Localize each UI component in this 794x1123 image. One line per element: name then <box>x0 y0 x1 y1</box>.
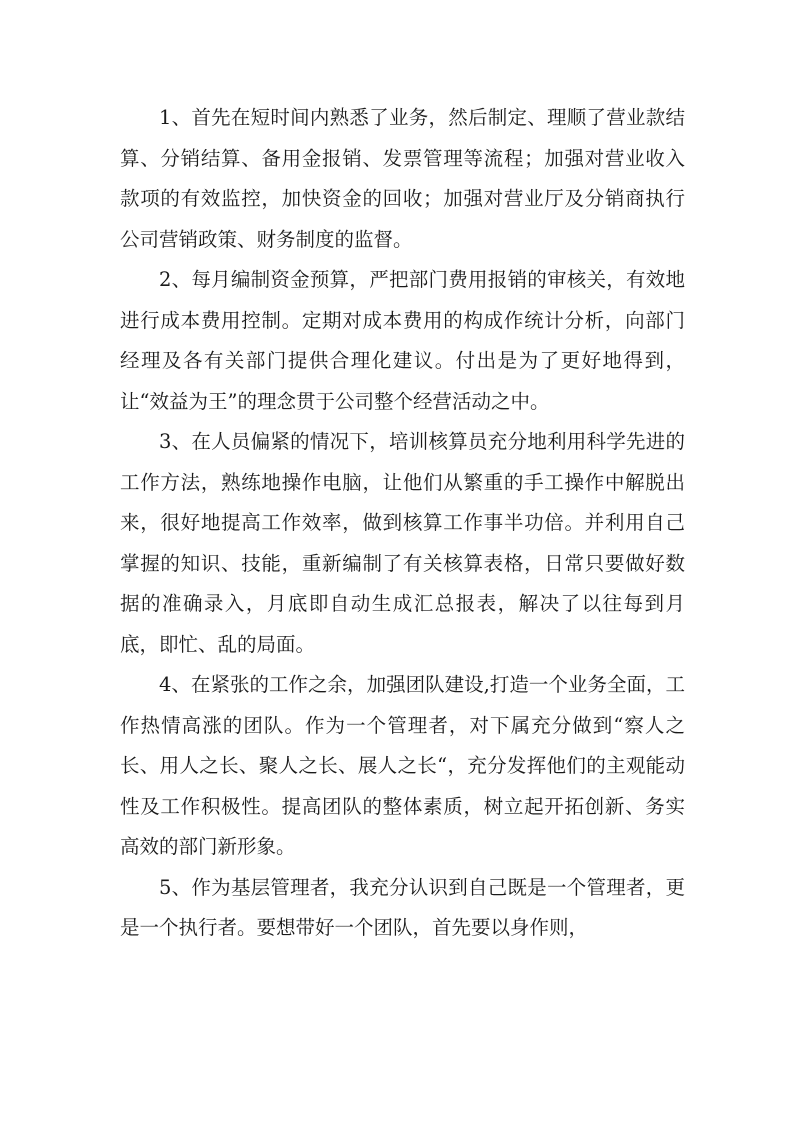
paragraph-5: 5、作为基层管理者，我充分认识到自己既是一个管理者，更是一个执行者。要想带好一个团队，首先要以身作则， <box>120 875 685 939</box>
paragraph-3: 3、在人员偏紧的情况下，培训核算员充分地利用科学先进的工作方法，熟练地操作电脑，让他们从繁重的手工操作中解脱出来，很好地提高工作效率，做到核算工作事半功倍。并利用自己掌握的知识、技能，重新编制了有关核算表格，日常只要做好数据的准确录入，月底即自动生成汇总报表，解决了以往每到月底，即忙、乱的局面。 <box>120 430 685 656</box>
document-body <box>120 98 685 949</box>
paragraph-4: 4、在紧张的工作之余，加强团队建设,打造一个业务全面，工作热情高涨的团队。作为一个管理者，对下属充分做到“察人之长、用人之长、聚人之长、展人之长“，充分发挥他们的主观能动性及工作积极性。提高团队的整体素质，树立起开拓创新、务实高效的部门新形象。 <box>120 673 685 858</box>
paragraph-1: 1、首先在短时间内熟悉了业务，然后制定、理顺了营业款结算、分销结算、备用金报销、发票管理等流程；加强对营业收入款项的有效监控，加快资金的回收；加强对营业厅及分销商执行公司营销政策、财务制度的监督。 <box>120 106 685 251</box>
paragraph-2: 2、每月编制资金预算，严把部门费用报销的审核关，有效地进行成本费用控制。定期对成本费用的构成作统计分析，向部门经理及各有关部门提供合理化建议。付出是为了更好地得到，让“效益为王”的理念贯于公司整个经营活动之中。 <box>120 268 685 413</box>
